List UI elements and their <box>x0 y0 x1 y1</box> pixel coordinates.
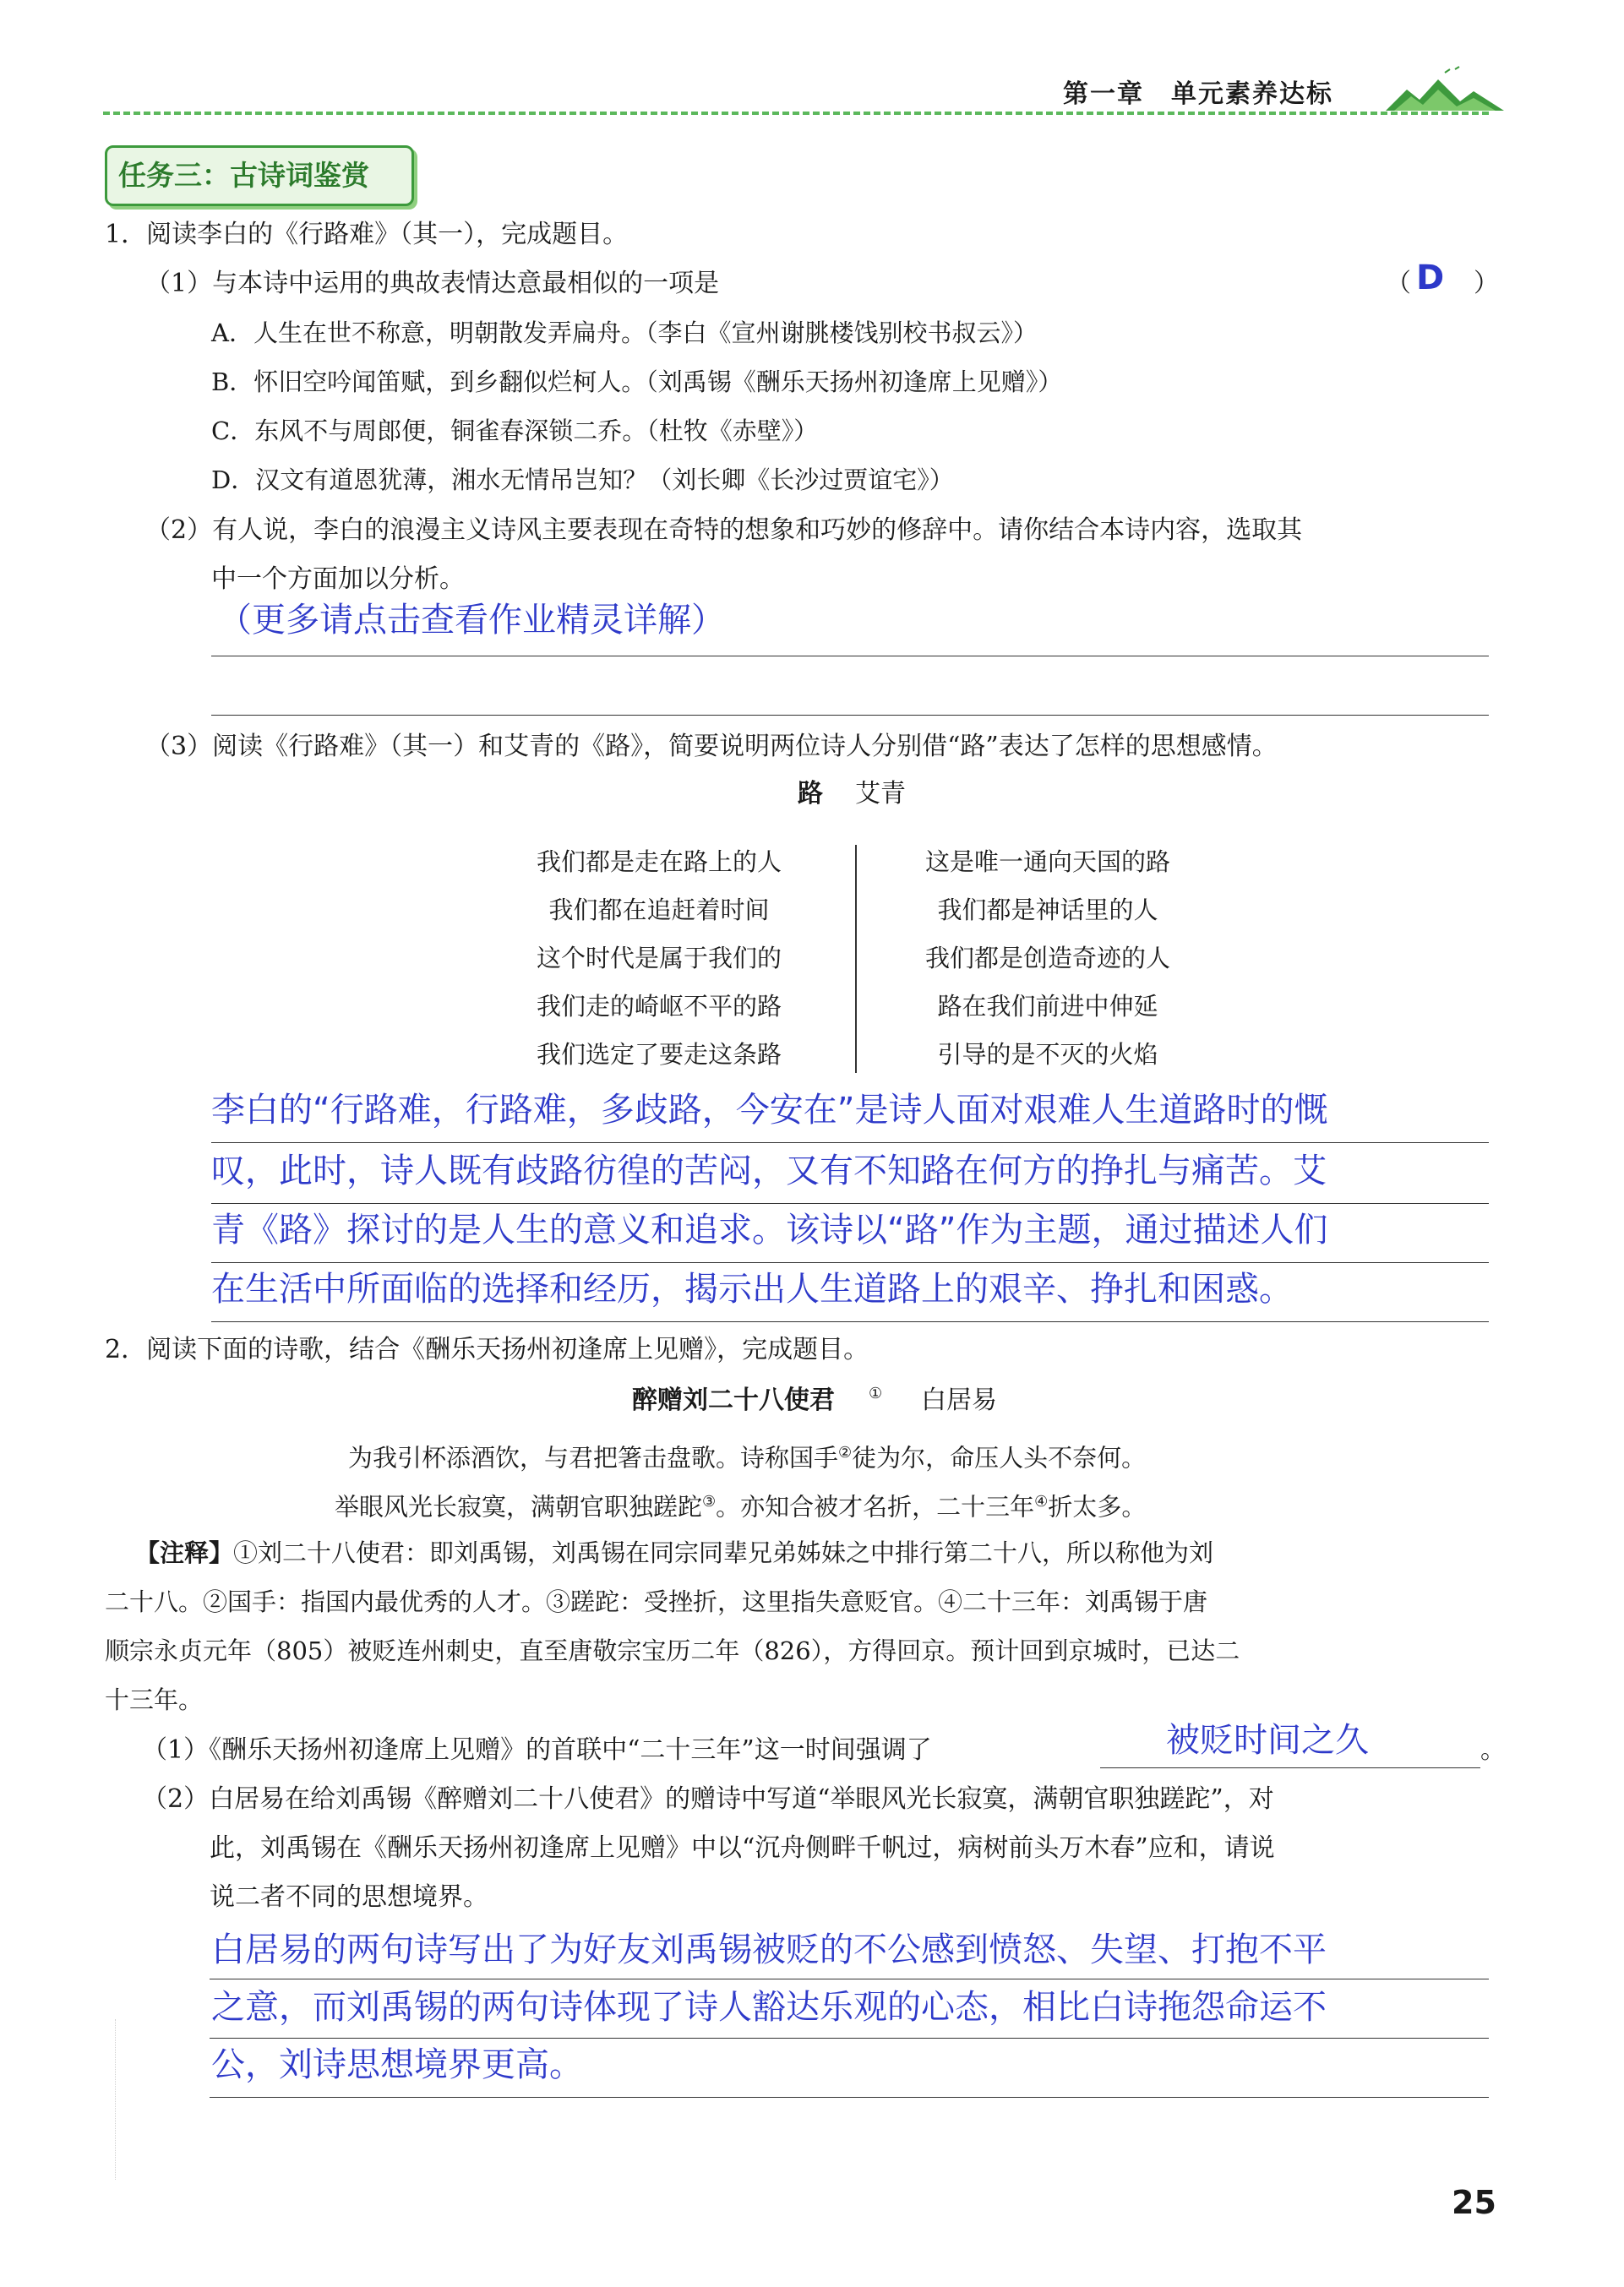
q1-sub1-paren-open: （ <box>1386 269 1411 298</box>
q1-sub3-answer-line: 李白的“行路难，行路难，多歧路，今安在”是诗人面对艰难人生道路时的慨 <box>211 1091 1328 1130</box>
poem2-author: 白居易 <box>921 1386 997 1415</box>
q2-sub2-line: （2）白居易在给刘禹锡《醉赠刘二十八使君》的赠诗中写道“举眼风光长寂寞，满朝官职独蹉跎”，对 <box>142 1784 1274 1814</box>
q2-sub1-end: 。 <box>1480 1735 1506 1765</box>
q2-sub1-text: （1）《酬乐天扬州初逢席上见赠》的首联中“二十三年”这一时间强调了 <box>142 1735 932 1765</box>
answer-line <box>210 2097 1489 2098</box>
notes-line: 十三年。 <box>105 1685 204 1714</box>
poem-right-line: 路在我们前进中伸延 <box>937 992 1158 1021</box>
poem-right-line: 我们都是创造奇迹的人 <box>924 944 1170 972</box>
q1-option-b: B．怀旧空吟闻笛赋，到乡翻似烂柯人。（刘禹锡《酬乐天扬州初逢席上见赠》） <box>211 368 1063 396</box>
header-divider <box>103 112 1489 115</box>
section-title: 任务三：古诗词鉴赏 <box>118 159 369 192</box>
poem2-line2-a: 举眼风光长寂寞，满朝官职独蹉跎 <box>335 1492 703 1522</box>
notes-line <box>135 1536 1213 1570</box>
q2-sub2-answer-line: 公，刘诗思想境界更高。 <box>211 2045 583 2084</box>
poem2-note-ref: ③ <box>702 1493 717 1511</box>
poem2-line1-a: 为我引杯添酒饮，与君把箸击盘歌。诗称国手 <box>348 1443 839 1473</box>
q1-stem: 1．阅读李白的《行路难》（其一），完成题目。 <box>105 220 629 249</box>
poem2-line1 <box>348 1436 1146 1475</box>
chapter-header: 第一章 单元素养达标 <box>1063 79 1333 109</box>
q2-sub2-answer-line: 白居易的两句诗写出了为好友刘禹锡被贬的不公感到愤怒、失望、打抱不平 <box>211 1930 1327 1969</box>
margin-guide <box>115 2019 116 2180</box>
poem-author-aiqing: 艾青 <box>855 779 906 809</box>
answer-line <box>211 1321 1489 1322</box>
q1-sub1-text: （1）与本诗中运用的典故表情达意最相似的一项是 <box>145 269 720 298</box>
q2-sub2-answer-line: 之意，而刘禹锡的两句诗体现了诗人豁达乐观的心态，相比白诗拖怨命运不 <box>211 1988 1327 2027</box>
notes-line: 二十八。②国手：指国内最优秀的人才。③蹉跎：受挫折，这里指失意贬官。④二十三年：刘禹锡于唐 <box>105 1587 1208 1616</box>
poem-right-line: 这是唯一通向天国的路 <box>924 847 1170 876</box>
notes-text: ①刘二十八使君：即刘禹锡，刘禹锡在同宗同辈兄弟姊妹之中排行第二十八，所以称他为刘 <box>233 1538 1214 1567</box>
blank-underline <box>1100 1767 1480 1768</box>
q1-sub3-answer-line: 在生活中所面临的选择和经历，揭示出人生道路上的艰辛、挣扎和困惑。 <box>211 1270 1293 1309</box>
q1-sub2-answer[interactable]: （更多请点击查看作业精灵详解） <box>218 601 725 640</box>
q1-sub2-line1: （2）有人说，李白的浪漫主义诗风主要表现在奇特的想象和巧妙的修辞中。请你结合本诗内容，选取其 <box>145 515 1303 545</box>
q1-sub2-line2: 中一个方面加以分析。 <box>211 564 465 594</box>
answer-line <box>211 1262 1489 1263</box>
poem-left-line: 我们选定了要走这条路 <box>536 1040 782 1069</box>
q1-sub3-answer-line: 青《路》探讨的是人生的意义和追求。该诗以“路”作为主题，通过描述人们 <box>211 1211 1328 1250</box>
poem-divider <box>855 845 857 1073</box>
answer-line <box>210 2038 1489 2039</box>
poem2-line2-b: 。亦知合被才名折，二十三年 <box>716 1492 1035 1522</box>
poem-left-line: 我们都在追赶着时间 <box>548 896 770 924</box>
q2-stem: 2．阅读下面的诗歌，结合《酬乐天扬州初逢席上见赠》，完成题目。 <box>105 1335 869 1364</box>
poem-right-line: 我们都是神话里的人 <box>937 896 1158 924</box>
poem2-line1-b: 徒为尔，命压人头不奈何。 <box>852 1443 1147 1473</box>
notes-line: 顺宗永贞元年（805）被贬连州刺史，直至唐敬宗宝历二年（826），方得回京。预计回到京城时，已达二 <box>105 1636 1240 1665</box>
poem-left-line: 这个时代是属于我们的 <box>536 944 782 972</box>
q1-sub1-answer: D <box>1416 259 1445 297</box>
q1-option-a: A．人生在世不称意，明朝散发弄扁舟。（李白《宣州谢朓楼饯别校书叔云》） <box>211 319 1038 347</box>
q2-sub2-line: 此，刘禹锡在《酬乐天扬州初逢席上见赠》中以“沉舟侧畔千帆过，病树前头万木春”应和，请说 <box>210 1833 1275 1863</box>
poem-left-line: 我们走的崎岖不平的路 <box>536 992 782 1021</box>
q2-sub2-line: 说二者不同的思想境界。 <box>210 1882 488 1912</box>
poem2-note-ref: ④ <box>1034 1493 1049 1511</box>
q1-option-d: D．汉文有道恩犹薄，湘水无情吊岂知？（刘长卿《长沙过贾谊宅》） <box>211 466 954 494</box>
poem2-title-note: ① <box>869 1385 883 1402</box>
poem2-line2-c: 折太多。 <box>1048 1492 1147 1522</box>
mountain-icon <box>1386 64 1504 115</box>
answer-line <box>211 1203 1489 1204</box>
poem2-line2 <box>335 1485 1146 1524</box>
answer-line <box>211 715 1489 716</box>
q1-sub3-text: （3）阅读《行路难》（其一）和艾青的《路》，简要说明两位诗人分别借“路”表达了怎样的思想感情。 <box>145 732 1278 761</box>
poem-title-lu: 路 <box>798 779 823 809</box>
q1-option-c: C．东风不与周郎便，铜雀春深锁二乔。（杜牧《赤壁》） <box>211 417 819 445</box>
poem-left-line: 我们都是走在路上的人 <box>536 847 782 876</box>
page-number: 25 <box>1452 2184 1496 2221</box>
poem2-title: 醉赠刘二十八使君 <box>632 1386 835 1415</box>
q1-sub3-answer-line: 叹，此时，诗人既有歧路彷徨的苦闷，又有不知路在何方的挣扎与痛苦。艾 <box>211 1152 1327 1190</box>
answer-line <box>211 1142 1489 1143</box>
poem-right-line: 引导的是不灭的火焰 <box>937 1040 1158 1069</box>
poem2-note-ref: ② <box>838 1444 853 1462</box>
q1-sub1-paren-close: ） <box>1474 269 1499 298</box>
notes-label: 【注释】 <box>135 1538 234 1567</box>
q2-sub1-answer: 被贬时间之久 <box>1166 1721 1369 1760</box>
